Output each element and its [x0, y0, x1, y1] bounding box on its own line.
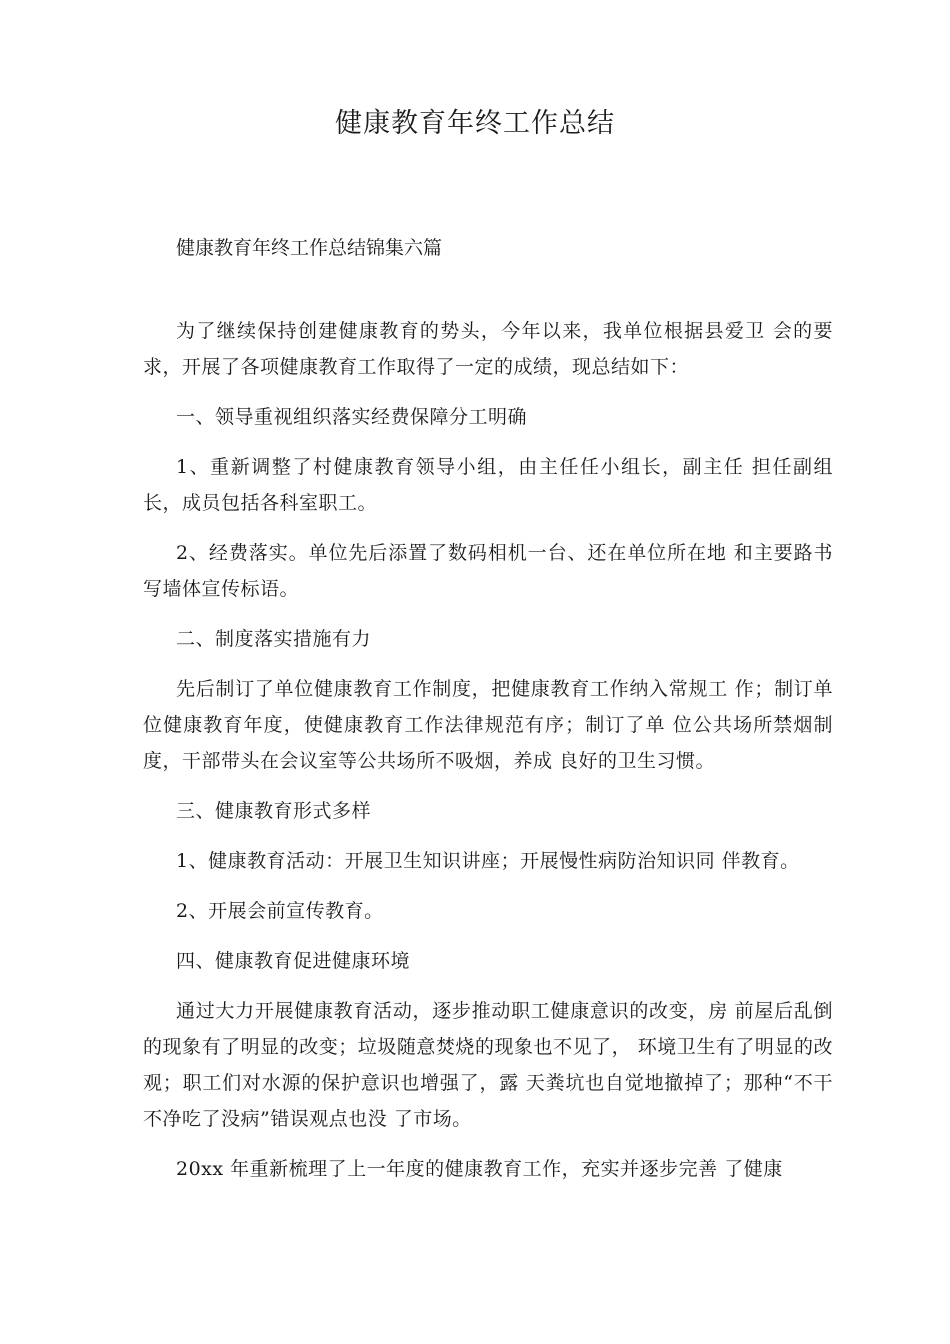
paragraph-3-2: 2、开展会前宣传教育。 — [176, 900, 384, 922]
section-heading-2: 二、制度落实措施有力 — [176, 628, 372, 650]
document-body — [143, 313, 833, 1201]
section-heading-4: 四、健康教育促进健康环境 — [176, 950, 411, 972]
paragraph-2: 先后制订了单位健康教育工作制度，把健康教育工作纳入常规工 作；制订单位健康教育年度，使健康教育工作法律规范有序；制订了单 位公共场所禁烟制度，干部带头在会议室等公共场所不吸烟，养成 良好的卫生习惯。 — [143, 678, 833, 772]
paragraph-5: 20xx 年重新梳理了上一年度的健康教育工作，充实并逐步完善 了健康 — [176, 1158, 783, 1180]
document-title: 健康教育年终工作总结 — [335, 108, 615, 139]
paragraph-intro: 为了继续保持创建健康教育的势头，今年以来，我单位根据县爱卫 会的要求，开展了各项健康教育工作取得了一定的成绩，现总结如下： — [143, 320, 833, 378]
document-subtitle: 健康教育年终工作总结锦集六篇 — [176, 237, 443, 259]
section-heading-3: 三、健康教育形式多样 — [176, 800, 372, 822]
paragraph-3-1: 1、健康教育活动：开展卫生知识讲座；开展慢性病防治知识同 伴教育。 — [176, 850, 800, 872]
paragraph-1-1: 1、重新调整了村健康教育领导小组，由主任任小组长，副主任 担任副组长，成员包括各科室职工。 — [143, 456, 833, 514]
paragraph-4: 通过大力开展健康教育活动，逐步推动职工健康意识的改变，房 前屋后乱倒的现象有了明显的改变；垃圾随意焚烧的现象也不见了， 环境卫生有了明显的改观；职工们对水源的保护意识也增强了，露 天粪坑也自觉地撤掉了；那种“不干不净吃了没病”错误观点也没 了市场。 — [143, 1000, 833, 1130]
section-heading-1: 一、领导重视组织落实经费保障分工明确 — [176, 406, 528, 428]
paragraph-1-2: 2、经费落实。单位先后添置了数码相机一台、还在单位所在地 和主要路书写墙体宣传标语。 — [143, 542, 833, 600]
